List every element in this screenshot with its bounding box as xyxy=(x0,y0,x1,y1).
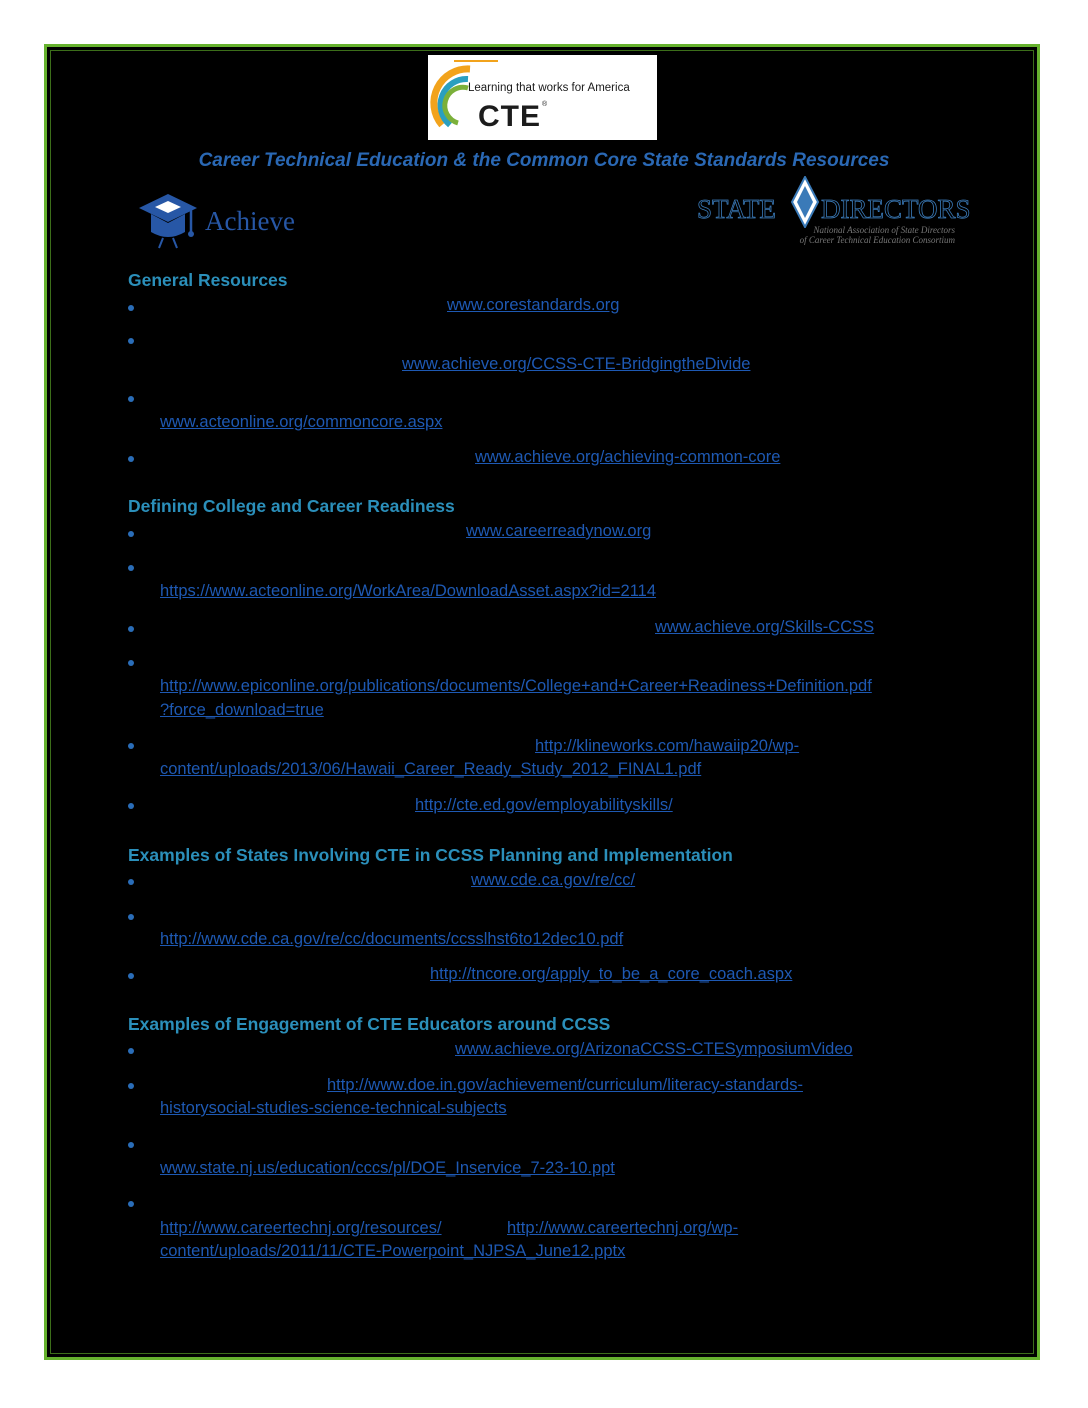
state-directors-subtitle-line-2: of Career Technical Education Consortium xyxy=(799,235,955,245)
bullet-icon xyxy=(128,743,134,749)
link-epiconline-definition-continued[interactable]: ?force_download=true xyxy=(160,701,324,719)
bullet-icon xyxy=(128,803,134,809)
achieve-logo-text: Achieve xyxy=(205,206,295,236)
bullet-icon xyxy=(128,456,134,462)
link-state-nj-inservice[interactable]: www.state.nj.us/education/cccs/pl/DOE_Inservice_7-23-10.ppt xyxy=(160,1159,615,1177)
link-doe-in-literacy-standards[interactable]: http://www.doe.in.gov/achievement/curriculum/literacy-standards- xyxy=(327,1076,803,1094)
link-careerreadynow[interactable]: www.careerreadynow.org xyxy=(466,522,652,540)
cte-logo xyxy=(428,55,657,140)
link-achieving-common-core[interactable]: www.achieve.org/achieving-common-core xyxy=(475,448,781,466)
graduation-cap-icon xyxy=(137,192,199,250)
document-title: Career Technical Education & the Common Core State Standards Resources xyxy=(198,150,890,171)
link-careertechnj-powerpoint-continued[interactable]: content/uploads/2011/11/CTE-Powerpoint_NJPSA_June12.pptx xyxy=(160,1242,626,1260)
section-heading-states-involving-cte: Examples of States Involving CTE in CCSS Planning and Implementation xyxy=(128,845,733,865)
link-achieve-bridging-divide[interactable]: www.achieve.org/CCSS-CTE-BridgingtheDivide xyxy=(402,355,751,373)
cte-tagline: Learning that works for America xyxy=(468,82,630,94)
bullet-icon xyxy=(128,914,134,920)
link-tncore-coach[interactable]: http://tncore.org/apply_to_be_a_core_coach.aspx xyxy=(430,965,793,983)
link-cde-ca-cc[interactable]: www.cde.ca.gov/re/cc/ xyxy=(471,871,636,889)
bullet-icon xyxy=(128,879,134,885)
state-directors-word-directors: DIRECTORS xyxy=(821,194,971,224)
bullet-icon xyxy=(128,660,134,666)
bullet-icon xyxy=(128,1142,134,1148)
bullet-icon xyxy=(128,531,134,537)
link-doe-in-literacy-standards-continued[interactable]: historysocial-studies-science-technical-subjects xyxy=(160,1099,507,1117)
bullet-icon xyxy=(128,305,134,311)
bullet-icon xyxy=(128,1083,134,1089)
link-klineworks-hawaii[interactable]: http://klineworks.com/hawaiip20/wp- xyxy=(535,737,800,755)
bullet-icon xyxy=(128,626,134,632)
bullet-icon xyxy=(128,1048,134,1054)
link-careertechnj-powerpoint[interactable]: http://www.careertechnj.org/wp- xyxy=(507,1219,739,1237)
bullet-icon xyxy=(128,565,134,571)
link-achieve-skills-ccss[interactable]: www.achieve.org/Skills-CCSS xyxy=(655,618,875,636)
bullet-icon xyxy=(128,1201,134,1207)
state-directors-subtitle xyxy=(697,225,955,245)
link-cte-employability-skills[interactable]: http://cte.ed.gov/employabilityskills/ xyxy=(415,796,673,814)
link-arizona-symposium-video[interactable]: www.achieve.org/ArizonaCCSS-CTESymposiumVideo xyxy=(455,1040,853,1058)
cte-wordmark: CTE xyxy=(478,100,541,133)
bullet-icon xyxy=(128,396,134,402)
bullet-icon xyxy=(128,973,134,979)
link-klineworks-hawaii-continued[interactable]: content/uploads/2013/06/Hawaii_Career_Ready_Study_2012_FINAL1.pdf xyxy=(160,760,702,778)
section-heading-general-resources: General Resources xyxy=(128,270,288,290)
section-heading-college-career-readiness: Defining College and Career Readiness xyxy=(128,496,455,516)
bullet-icon xyxy=(128,338,134,344)
cte-logo-arcs xyxy=(428,55,657,140)
state-directors-word-state: STATE xyxy=(697,194,776,224)
achieve-logo xyxy=(137,192,307,250)
state-directors-logo xyxy=(697,176,971,256)
link-corestandards[interactable]: www.corestandards.org xyxy=(447,296,620,314)
link-epiconline-definition[interactable]: http://www.epiconline.org/publications/documents/College+and+Career+Readiness+Definition.pdf xyxy=(160,677,872,695)
cte-registered-mark: ® xyxy=(542,101,548,108)
state-directors-subtitle-line-1: National Association of State Directors xyxy=(813,225,955,235)
link-cde-ca-ccsslhst[interactable]: http://www.cde.ca.gov/re/cc/documents/ccsslhst6to12dec10.pdf xyxy=(160,930,624,948)
link-acte-download-asset[interactable]: https://www.acteonline.org/WorkArea/DownloadAsset.aspx?id=2114 xyxy=(160,582,657,600)
section-heading-engagement-cte-educators: Examples of Engagement of CTE Educators around CCSS xyxy=(128,1014,611,1034)
link-careertechnj-resources[interactable]: http://www.careertechnj.org/resources/ xyxy=(160,1219,442,1237)
link-acte-commoncore[interactable]: www.acteonline.org/commoncore.aspx xyxy=(160,413,443,431)
diamond-emblem-icon xyxy=(791,176,819,228)
